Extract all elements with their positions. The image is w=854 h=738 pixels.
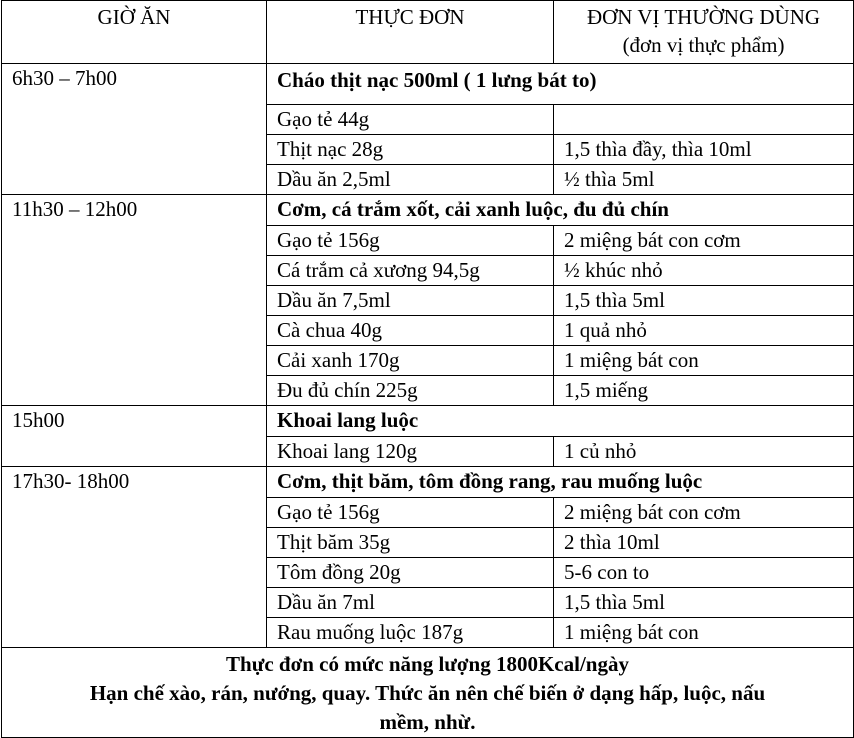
food-cell: Gạo tẻ 156g — [267, 226, 554, 256]
food-cell: Dầu ăn 2,5ml — [267, 165, 554, 195]
food-cell: Cá trắm cả xương 94,5g — [267, 256, 554, 286]
unit-cell: 1,5 thìa đầy, thìa 10ml — [554, 135, 854, 165]
unit-cell: ½ khúc nhỏ — [554, 256, 854, 286]
energy-note: Thực đơn có mức năng lượng 1800Kcal/ngày — [226, 652, 629, 676]
food-cell: Thịt băm 35g — [267, 528, 554, 558]
food-cell: Cà chua 40g — [267, 316, 554, 346]
unit-cell: 1 củ nhỏ — [554, 437, 854, 467]
unit-cell: 2 miệng bát con cơm — [554, 226, 854, 256]
cooking-note: Hạn chế xào, rán, nướng, quay. Thức ăn nên chế biến ở dạng hấp, luộc, nấu — [89, 681, 766, 705]
food-cell: Rau muống luộc 187g — [267, 618, 554, 648]
unit-cell: 5-6 con to — [554, 558, 854, 588]
unit-cell: 1 quả nhỏ — [554, 316, 854, 346]
food-cell: Cải xanh 170g — [267, 346, 554, 376]
meal-dish: Cháo thịt nạc 500ml ( 1 lưng bát to) — [267, 64, 854, 105]
meal-time: 11h30 – 12h00 — [2, 195, 267, 406]
meal-row — [2, 406, 854, 437]
meal-dish: Cơm, thịt băm, tôm đồng rang, rau muống luộc — [267, 467, 854, 498]
header-unit — [554, 1, 854, 64]
header-time: GIỜ ĂN — [2, 1, 267, 64]
meal-time: 15h00 — [2, 406, 267, 467]
food-cell: Dầu ăn 7,5ml — [267, 286, 554, 316]
food-cell: Thịt nạc 28g — [267, 135, 554, 165]
meal-row — [2, 195, 854, 226]
meal-row — [2, 64, 854, 105]
food-cell: Gạo tẻ 44g — [267, 105, 554, 135]
unit-cell: 2 thìa 10ml — [554, 528, 854, 558]
unit-cell: 1 miệng bát con — [554, 346, 854, 376]
header-menu: THỰC ĐƠN — [267, 1, 554, 64]
food-cell: Tôm đồng 20g — [267, 558, 554, 588]
food-cell: Đu đủ chín 225g — [267, 376, 554, 406]
unit-cell: ½ thìa 5ml — [554, 165, 854, 195]
unit-cell: 1 miệng bát con — [554, 618, 854, 648]
meal-dish: Khoai lang luộc — [267, 406, 854, 437]
meal-time: 17h30- 18h00 — [2, 467, 267, 648]
unit-cell: 1,5 thìa 5ml — [554, 286, 854, 316]
unit-cell: 2 miệng bát con cơm — [554, 498, 854, 528]
meal-row — [2, 467, 854, 498]
cooking-note-cont: mềm, nhừ. — [379, 710, 476, 734]
food-cell: Khoai lang 120g — [267, 437, 554, 467]
unit-cell: 1,5 miếng — [554, 376, 854, 406]
unit-cell — [554, 105, 854, 135]
footer-note — [2, 648, 854, 738]
meal-plan-table — [1, 0, 854, 738]
meal-time: 6h30 – 7h00 — [2, 64, 267, 195]
unit-cell: 1,5 thìa 5ml — [554, 588, 854, 618]
header-unit-title: ĐƠN VỊ THƯỜNG DÙNG — [586, 5, 821, 29]
meal-dish: Cơm, cá trắm xốt, cải xanh luộc, đu đủ chín — [267, 195, 854, 226]
food-cell: Gạo tẻ 156g — [267, 498, 554, 528]
footer-row — [2, 648, 854, 738]
header-row — [2, 1, 854, 64]
header-unit-subtitle: (đơn vị thực phẩm) — [622, 33, 785, 57]
food-cell: Dầu ăn 7ml — [267, 588, 554, 618]
